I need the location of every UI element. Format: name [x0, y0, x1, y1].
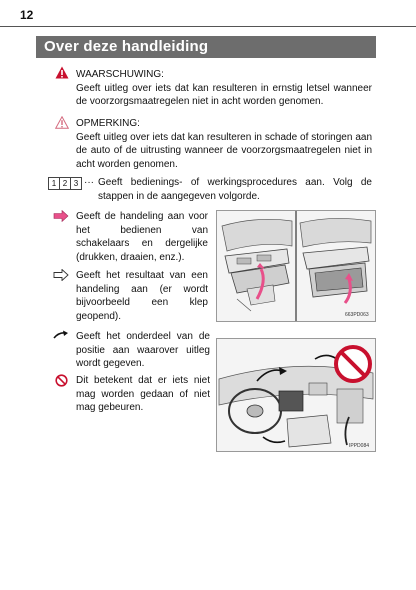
step-dots: ··· [84, 177, 94, 188]
pointer-arrow-text: Geeft het onderdeel van de positie aan waarover uitleg wordt gegeven. [76, 331, 210, 369]
top-rule [0, 26, 416, 27]
prohibited-icon [55, 374, 68, 387]
step-number-1: 1 [48, 177, 60, 190]
notice-block [76, 117, 372, 171]
warning-label: WAARSCHUWING: [76, 69, 164, 80]
action-arrow-text: Geeft de handeling aan voor het bedienen van schakelaars en dergelijke (drukken, draaien, enz.). [76, 211, 208, 263]
result-arrow-text: Geeft het resultaat van een handeling aan (er wordt bijvoorbeeld een klep geopend). [76, 270, 208, 322]
section-title: Over deze handleiding [36, 36, 376, 58]
step-numbers [48, 177, 81, 190]
result-arrow-icon [53, 269, 69, 281]
step-number-3: 3 [70, 177, 82, 190]
overhead-console-figure [216, 210, 376, 322]
notice-label: OPMERKING: [76, 118, 140, 129]
notice-triangle-icon [55, 116, 69, 129]
warning-text: Geeft uitleg over iets dat kan resulteren in ernstig letsel wanneer de voorzorgsmaatregelen niet in acht worden genomen. [76, 82, 372, 107]
top-figure-code: 663PD063 [345, 312, 369, 318]
warning-block [76, 68, 372, 109]
dashboard-figure [216, 338, 376, 452]
prohibited-text: Dit betekent dat er iets niet mag worden gedaan of niet mag gebeuren. [76, 375, 210, 413]
step-number-2: 2 [59, 177, 71, 190]
pointer-arrow-icon [53, 330, 69, 340]
page-number: 12 [20, 8, 34, 22]
notice-text: Geeft uitleg over iets dat kan resulteren in schade of storingen aan de auto of de uitrusting wanneer de voorzorgsmaatregelen niet in acht worden genomen. [76, 131, 372, 170]
steps-text: Geeft bedienings- of werkingsprocedures aan. Volg de stappen in de aangegeven volgorde. [98, 177, 372, 202]
warning-triangle-icon [55, 66, 69, 79]
bottom-figure-code: IPPD084 [349, 443, 370, 449]
action-arrow-icon [53, 210, 69, 222]
